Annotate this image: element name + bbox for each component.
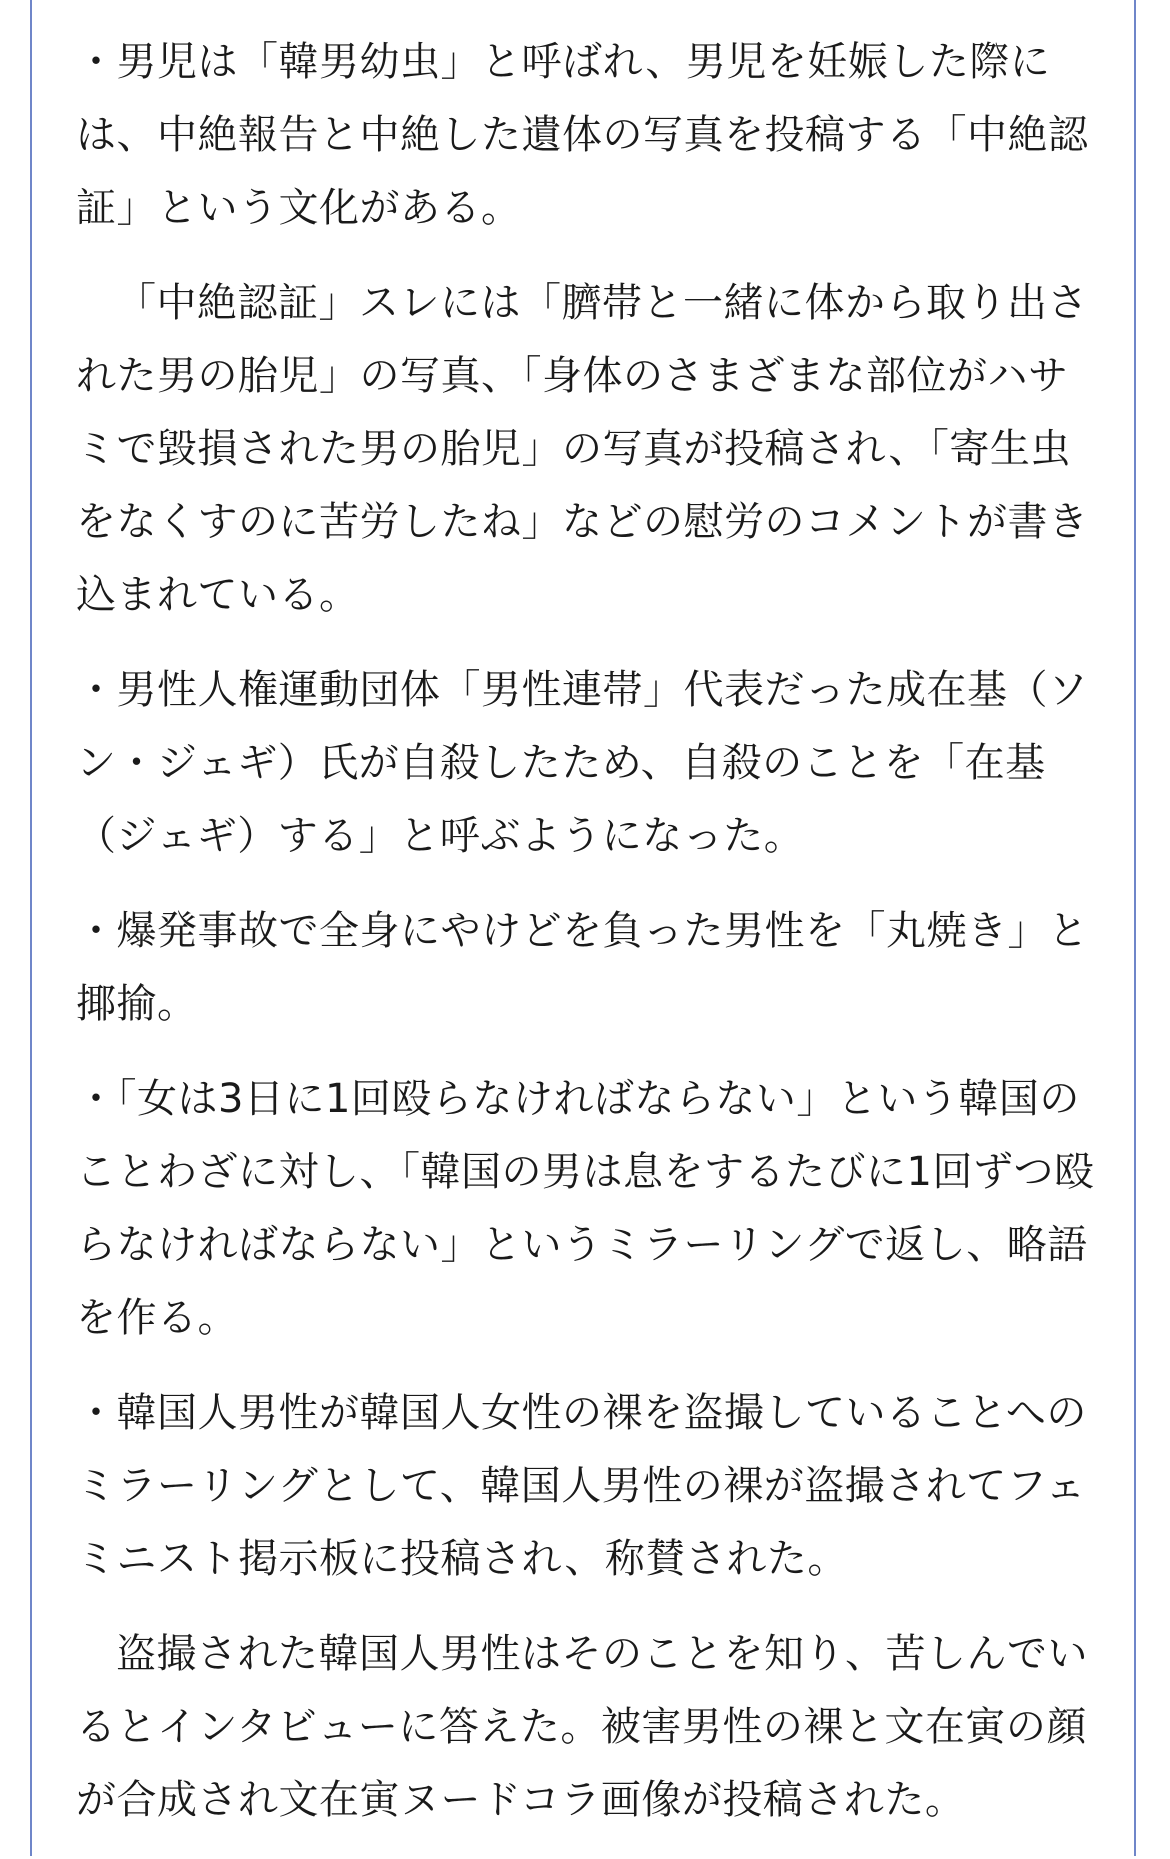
paragraph-4: ・爆発事故で全身にやけどを負った男性を「丸焼き」と揶揄。 <box>76 908 1089 1027</box>
article-body <box>76 26 1100 1859</box>
paragraph-3: ・男性人権運動団体「男性連帯」代表だった成在基（ソン・ジェギ）氏が自殺したため、自殺のことを「在基（ジェギ）する」と呼ぶようになった。 <box>76 667 1089 859</box>
paragraph-2: 「中絶認証」スレには「臍帯と一緒に体から取り出された男の胎児」の写真、「身体のさまざまな部位がハサミで毀損された男の胎児」の写真が投稿され、「寄生虫をなくすのに苦労したね」などの慰労のコメントが書き込まれている。 <box>76 280 1089 618</box>
paragraph-1: ・男児は「韓男幼虫」と呼ばれ、男児を妊娠した際には、中絶報告と中絶した遺体の写真を投稿する「中絶認証」という文化がある。 <box>76 39 1089 231</box>
paragraph-5: ・「女は3日に1回殴らなければならない」という韓国のことわざに対し、「韓国の男は息をするたびに1回ずつ殴らなければならない」というミラーリングで返し、略語を作る。 <box>76 1076 1095 1341</box>
paragraph-6: ・韓国人男性が韓国人女性の裸を盗撮していることへのミラーリングとして、韓国人男性の裸が盗撮されてフェミニスト掲示板に投稿され、称賛された。 <box>76 1390 1087 1582</box>
paragraph-7: 盗撮された韓国人男性はそのことを知り、苦しんでいるとインタビューに答えた。被害男性の裸と文在寅の顔が合成され文在寅ヌードコラ画像が投稿された。 <box>76 1631 1088 1823</box>
